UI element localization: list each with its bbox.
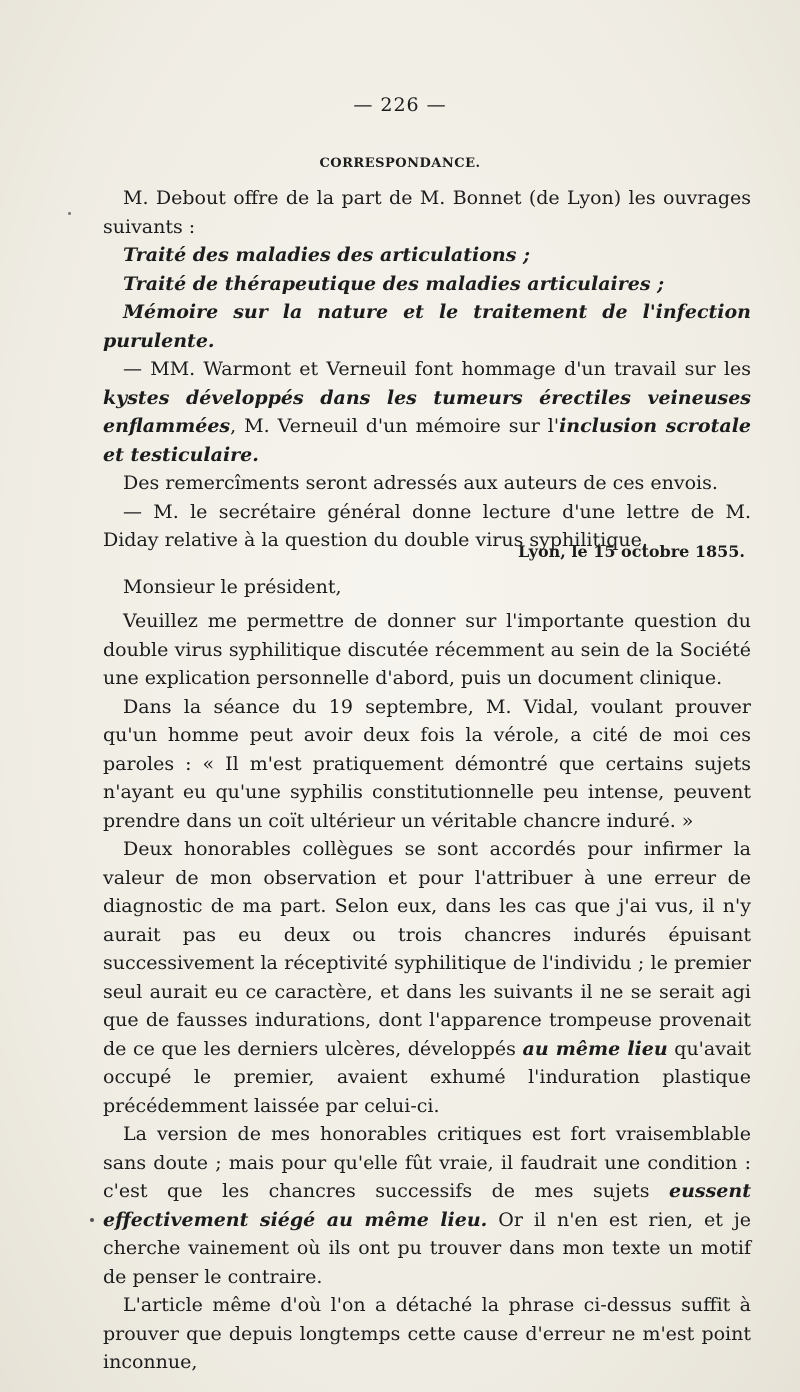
text-block-correspondance [103, 184, 751, 555]
text-block-letter [103, 538, 751, 1377]
letter-paragraph-4-end: Or il n'en est rien, et je cherche vainement où ils ont pu trouver dans mon texte un motif de penser le contraire. [103, 1208, 751, 1288]
letter-dateline: Lyon, le 15 octobre 1855. [517, 542, 745, 561]
paragraph-warmont-mid: , M. Verneuil d'un mémoire sur l' [230, 415, 560, 437]
letter-paragraph-1: Veuillez me permettre de donner sur l'importante question du double virus syphilitique discutée récemment au sein de la Société une explication personnelle d'abord, puis un document clinique. [103, 610, 751, 689]
letter-paragraph-3 [103, 835, 751, 1120]
letter-paragraph-4-italic: eussent effectivement siégé au même lieu. [103, 1180, 751, 1231]
paper-speck [90, 1218, 94, 1222]
letter-paragraph-4 [103, 1120, 751, 1291]
paragraph-warmont-italic: kystes développés dans les tumeurs érectiles veineuses enflammées [103, 386, 751, 437]
letter-paragraph-3-italic: au même lieu [522, 1037, 668, 1060]
page-number: — 226 — [353, 94, 447, 116]
paragraph-diday: — M. le secrétaire général donne lecture d'une lettre de M. Diday relative à la question du double virus syphilitique. [103, 500, 751, 551]
paragraph-remerciments: Des remercîments seront adressés aux auteurs de ces envois. [123, 472, 718, 494]
paragraph-warmont [103, 355, 751, 469]
letter-paragraph-4-start: La version de mes honorables critiques est fort vraisemblable sans doute ; mais pour qu'elle fût vraie, il faudrait une condition : c'est que les chancres successifs de mes sujets [103, 1123, 751, 1202]
work-title-1: Traité des maladies des articulations ; [123, 244, 531, 266]
letter-paragraph-5: L'article même d'où l'on a détaché la phrase ci-dessus suffit à prouver que depuis longtemps cette cause d'erreur ne m'est point inconnue, [103, 1294, 751, 1373]
work-title-3: Mémoire sur la nature et le traitement de l'infection purulente. [103, 301, 751, 352]
work-title-2: Traité de thérapeutique des maladies articulaires ; [123, 272, 665, 295]
letter-paragraph-2: Dans la séance du 19 septembre, M. Vidal, voulant prouver qu'un homme peut avoir deux fois la vérole, a cité de moi ces paroles : « Il m'est pratiquement démontré que certains sujets n'ayant eu qu'une syphilis constitutionnelle peu intense, peuvent prendre dans un coït ultérieur un véritable chancre induré. » [103, 695, 751, 832]
letter-paragraph-3-start: Deux honorables collègues se sont accordés pour infirmer la valeur de mon observation et pour l'attribuer à une erreur de diagnostic de ma part. Selon eux, dans les cas que j'ai vus, il n'y aurait pas eu deux ou trois chancres indurés épuisant successivement la réceptivité syphilitique de l'individu ; le premier seul aurait eu ce caractère, et dans les suivants il ne se serait agi que de fausses indurations, dont l'apparence trompeuse provenait de ce que les derniers ulcères, développés [103, 838, 751, 1060]
paragraph-warmont-italic2: inclusion scrotale et testiculaire. [103, 415, 751, 466]
paragraph-debout: M. Debout offre de la part de M. Bonnet (de Lyon) les ouvrages suivants : [103, 187, 751, 238]
paragraph-warmont-start: — MM. Warmont et Verneuil font hommage d'un travail sur les [123, 358, 751, 380]
paper-speck [68, 212, 71, 215]
letter-paragraph-3-end: qu'avait occupé le premier, avaient exhumé l'induration plastique précédemment laissée par celui-ci. [103, 1037, 752, 1117]
letter-salutation: Monsieur le président, [123, 575, 342, 598]
section-title: CORRESPONDANCE. [319, 156, 481, 171]
